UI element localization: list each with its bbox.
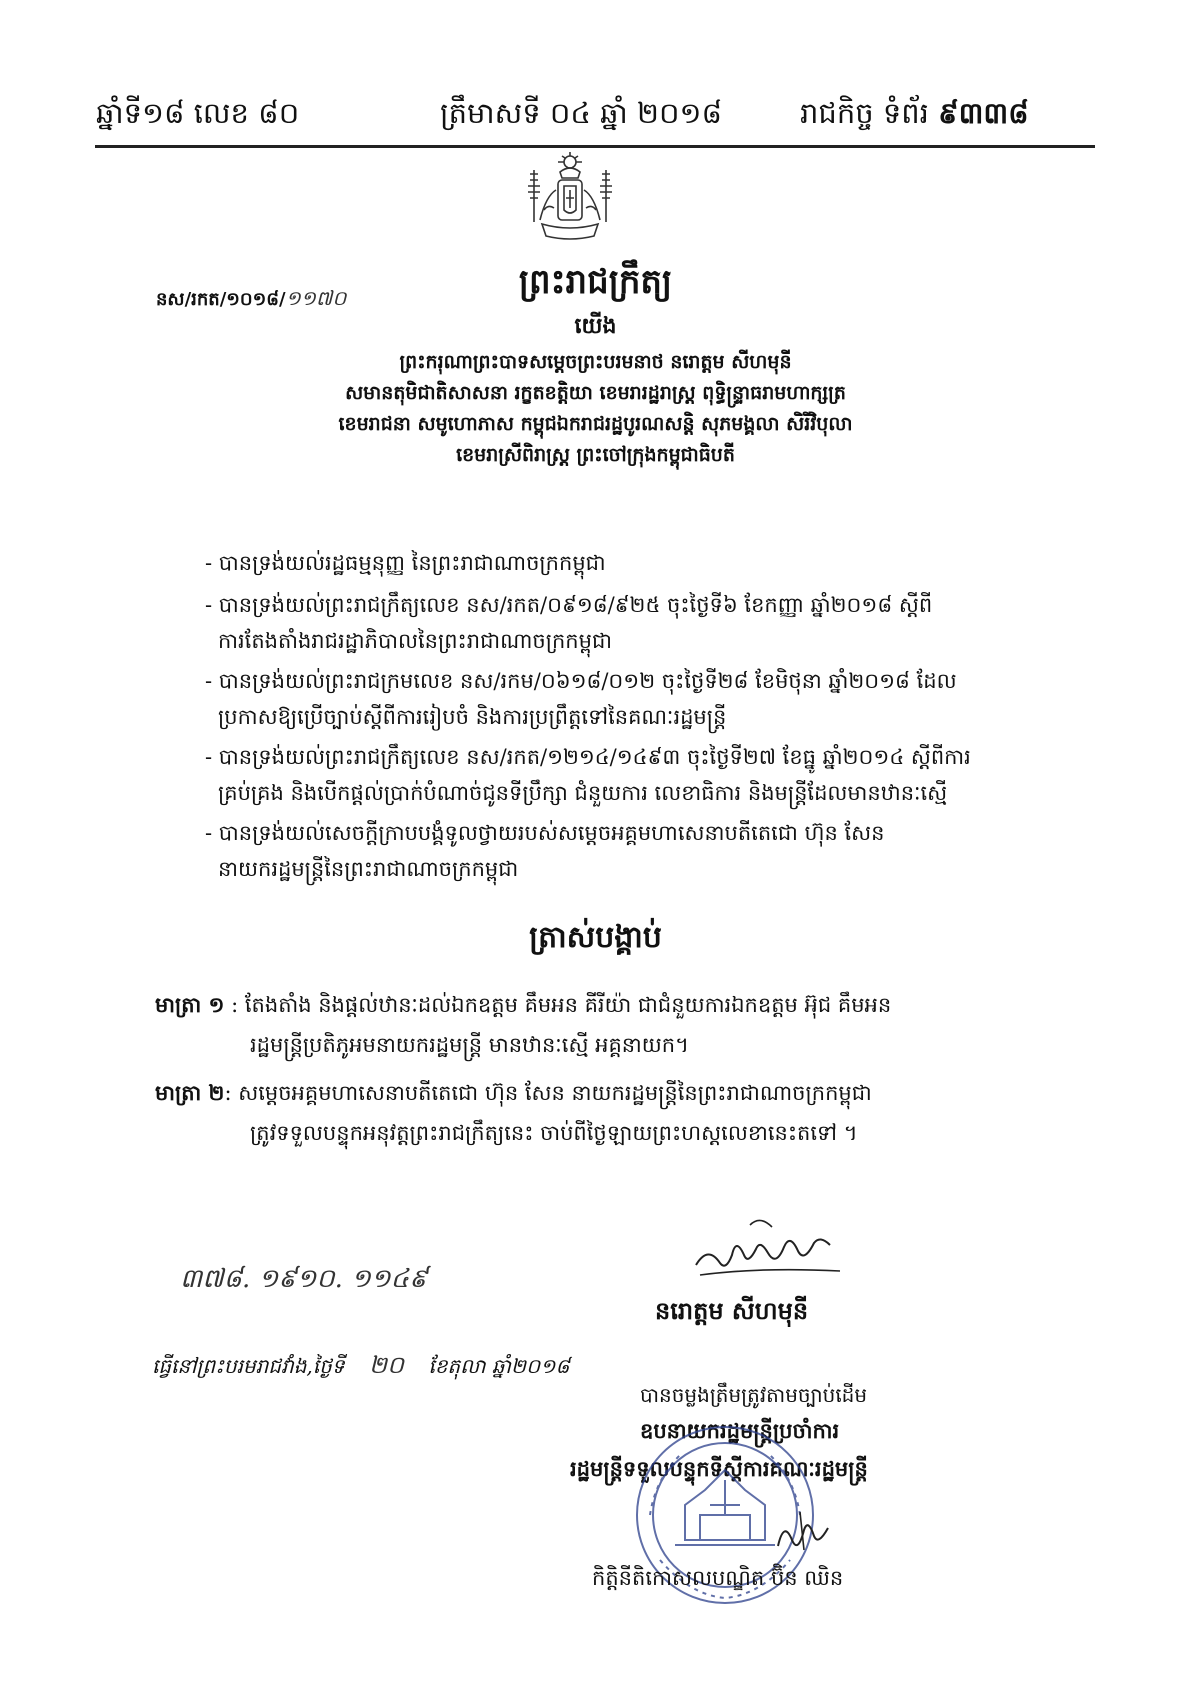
preamble-line: - បានទ្រង់យល់ព្រះរាជក្រមលេខ នស/រកម/០៦១៨/០១២ ចុះថ្ងៃទី២៨ ខែមិថុនា ឆ្នាំ២០១៨ ដែល bbox=[205, 669, 957, 693]
royal-title-line: សមានតុមិជាតិសាសនា រក្ខតខត្តិយា ខេមរារដ្ឋរាស្ត្រ ពុទ្ធិន្ទ្រាធរាមហាក្សត្រ bbox=[345, 382, 846, 404]
preamble-line: នាយករដ្ឋមន្ត្រីនៃព្រះរាជាណាចក្រកម្ពុជា bbox=[218, 857, 519, 881]
royal-emblem-icon bbox=[520, 150, 620, 245]
article-text: រដ្ឋមន្ត្រីប្រតិភូអមនាយករដ្ឋមន្ត្រី មានឋានៈស្មើ អគ្គនាយក។ bbox=[250, 1033, 689, 1057]
certified-copy-note: បានចម្លងត្រឹមត្រូវតាមច្បាប់ដើម bbox=[640, 1383, 868, 1407]
article-text: តែងតាំង និងផ្តល់ឋានៈដល់ឯកឧត្តម គឹមអន គីរីយ៉ា ជាជំនួយការឯកឧត្តម អ៊ុជ គឹមអន bbox=[244, 993, 892, 1017]
office-title: ឧបនាយករដ្ឋមន្ត្រីប្រចាំការ bbox=[640, 1419, 840, 1443]
header-divider bbox=[95, 145, 1095, 148]
article-label: មាត្រា ១ bbox=[155, 992, 225, 1017]
preamble-line: ប្រកាសឱ្យប្រើច្បាប់ស្តីពីការរៀបចំ និងការប្រព្រឹត្តទៅនៃគណៈរដ្ឋមន្ត្រី bbox=[218, 705, 727, 729]
decree-reference: នស/រកត/១០១៨/១១៧០ bbox=[156, 286, 347, 310]
reference-handwritten: ១១៧០ bbox=[285, 286, 347, 310]
preamble-line: - បានទ្រង់យល់ព្រះរាជក្រឹត្យលេខ នស/រកត/០៩១៨/៩២៥ ចុះថ្ងៃទី៦ ខែកញ្ញា ឆ្នាំ២០១៨ ស្តីពី bbox=[205, 593, 933, 617]
article-text: សម្តេចអគ្គមហាសេនាបតីតេជោ ហ៊ុន សែន នាយករដ្ឋមន្ត្រីនៃព្រះរាជាណាចក្រកម្ពុជា bbox=[238, 1081, 872, 1105]
preamble-line: - បានទ្រង់យល់រដ្ឋធម្មនុញ្ញ នៃព្រះរាជាណាចក្រកម្ពុជា bbox=[205, 551, 606, 575]
royal-title-line: ព្រះករុណាព្រះបាទសម្តេចព្រះបរមនាថ នរោត្តម សីហមុនី bbox=[399, 351, 792, 373]
royal-signature-icon bbox=[690, 1205, 850, 1285]
date-line: ធ្វើនៅព្រះបរមរាជវាំង,ថ្ងៃទី ២០ ខែតុលា ឆ្នាំ២០១៨ bbox=[152, 1351, 570, 1379]
signatory-name: នរោត្តម សីហមុនី bbox=[655, 1297, 809, 1325]
deputy-name: កិត្តិនីតិកោសលបណ្ឌិត ប៊ិន ឈិន bbox=[592, 1566, 844, 1590]
decree-title: ព្រះរាជក្រឹត្យ bbox=[518, 262, 673, 302]
preamble-line: ការតែងតាំងរាជរដ្ឋាភិបាលនៃព្រះរាជាណាចក្រកម្ពុជា bbox=[218, 629, 612, 653]
header-page: រាជកិច្ច ទំព័រ ៩៣៣៨ bbox=[800, 96, 1029, 130]
deputy-signature-icon bbox=[770, 1500, 840, 1560]
header-issue: ឆ្នាំទី១៨ លេខ ៨០ bbox=[96, 96, 300, 130]
article-2: មាត្រា ២: សម្តេចអគ្គមហាសេនាបតីតេជោ ហ៊ុន សែន នាយករដ្ឋមន្ត្រីនៃព្រះរាជាណាចក្រកម្ពុជា bbox=[155, 1080, 872, 1105]
preamble-line: គ្រប់គ្រង និងបើកផ្តល់ប្រាក់បំណាច់ជូនទីប្រឹក្សា ជំនួយការ លេខាធិការ និងមន្ត្រីដែលមានឋានៈស្មើ bbox=[218, 781, 948, 805]
we-heading: យើង bbox=[574, 314, 617, 339]
header-date: ត្រឹមាសទី ០៤ ឆ្នាំ ២០១៨ bbox=[440, 96, 722, 130]
royal-title-line: ខេមរាជនា សមូហោភាស កម្ពុជឯករាជរដ្ឋបូរណសន្តិ សុភមង្គលា សិរីវិបុលា bbox=[338, 413, 853, 435]
date-day-handwritten: ២០ bbox=[368, 1351, 405, 1379]
article-1: មាត្រា ១ : តែងតាំង និងផ្តល់ឋានៈដល់ឯកឧត្តម គឹមអន គីរីយ៉ា ជាជំនួយការឯកឧត្តម អ៊ុជ គឹមអន bbox=[155, 992, 892, 1017]
article-text: ត្រូវទទួលបន្ទុកអនុវត្តព្រះរាជក្រឹត្យនេះ ចាប់ពីថ្ងៃឡាយព្រះហស្តលេខានេះតទៅ ។ bbox=[250, 1121, 858, 1145]
preamble-line: - បានទ្រង់យល់សេចក្តីក្រាបបង្គំទូលថ្វាយរបស់សម្តេចអគ្គមហាសេនាបតីតេជោ ហ៊ុន សែន bbox=[205, 821, 885, 845]
article-label: មាត្រា ២ bbox=[155, 1080, 225, 1105]
handwritten-note: ៣៧៨. ១៩១០. ១១៤៩ bbox=[180, 1264, 428, 1294]
office-title: រដ្ឋមន្ត្រីទទួលបន្ទុកទីស្តីការគណៈរដ្ឋមន្ត្រី bbox=[570, 1457, 868, 1481]
orders-title: ត្រាស់បង្គាប់ bbox=[529, 920, 662, 955]
preamble-line: - បានទ្រង់យល់ព្រះរាជក្រឹត្យលេខ នស/រកត/១២១៤/១៤៩៣ ចុះថ្ងៃទី២៧ ខែធ្នូ ឆ្នាំ២០១៤ ស្តីពីការ bbox=[205, 745, 971, 769]
royal-title-line: ខេមរាស្រីពិរាស្ត្រ ព្រះចៅក្រុងកម្ពុជាធិបតី bbox=[456, 444, 735, 466]
